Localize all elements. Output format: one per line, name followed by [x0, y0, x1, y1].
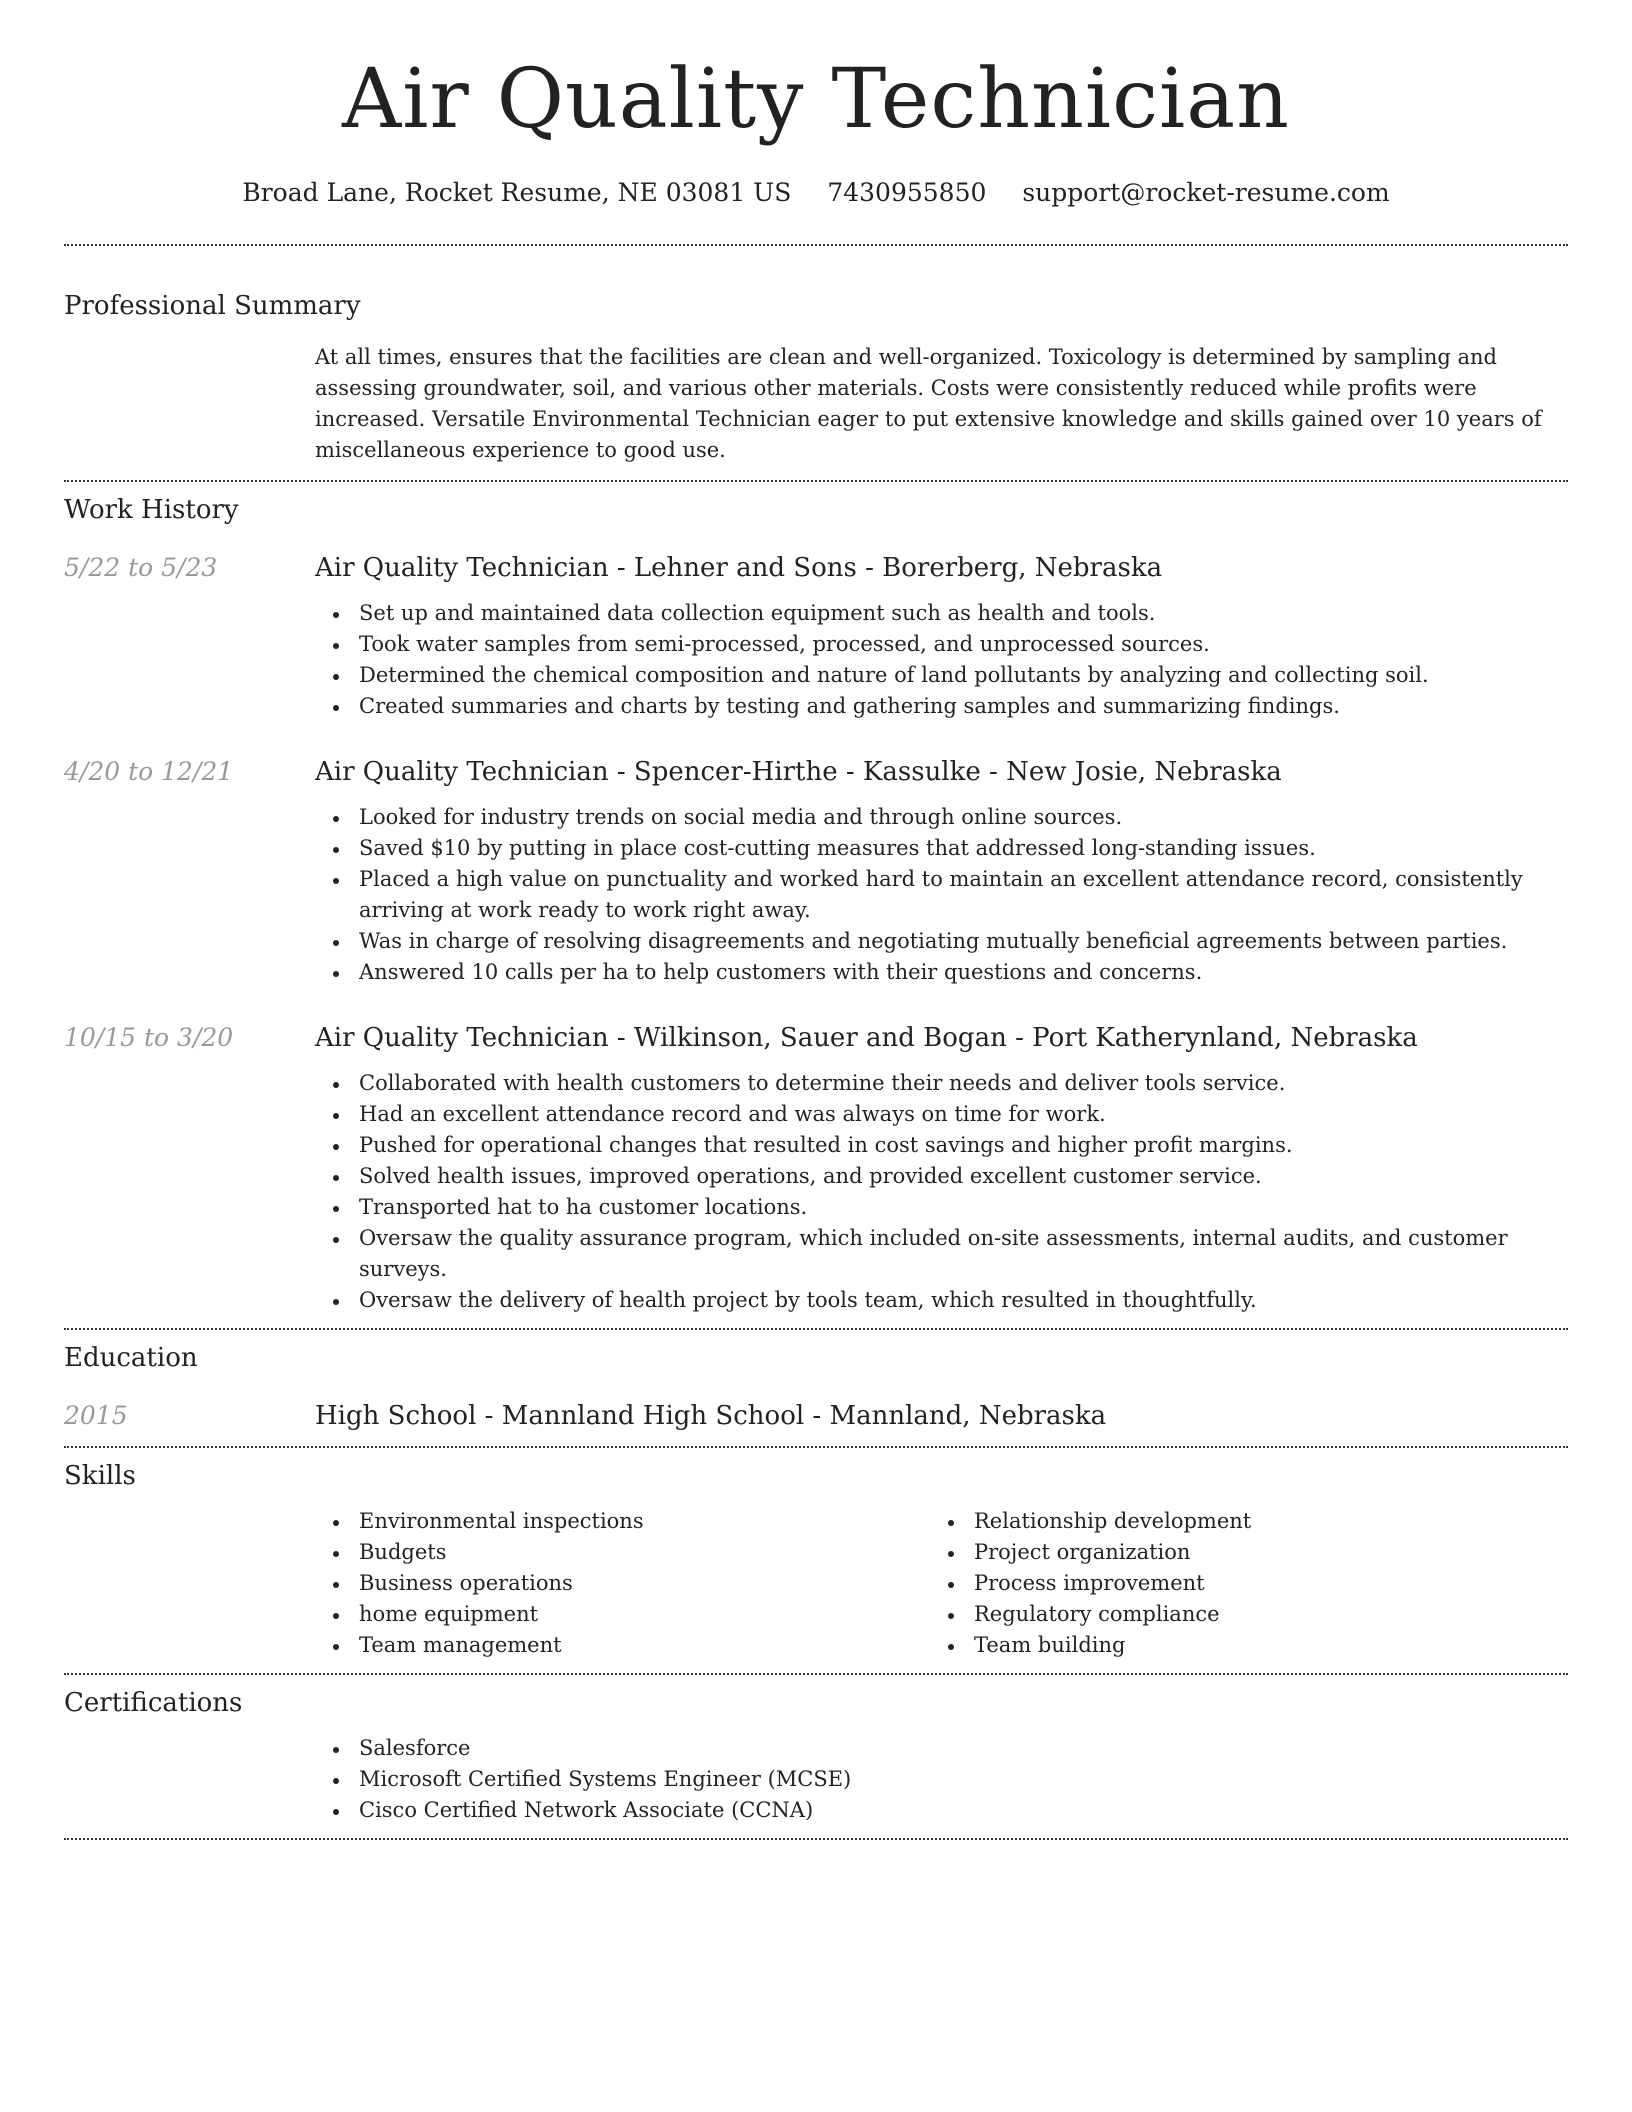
skill-item: Budgets — [315, 1537, 930, 1568]
divider — [64, 1328, 1568, 1330]
contact-phone: 7430955850 — [827, 178, 987, 207]
list-item: Saved $10 by putting in place cost-cutting measures that addressed long-standing issues. — [315, 833, 1568, 864]
certification-item: Microsoft Certified Systems Engineer (MCSE) — [315, 1764, 1568, 1795]
skill-item: Regulatory compliance — [930, 1599, 1545, 1630]
job-dates: 5/22 to 5/23 — [64, 553, 218, 582]
certification-item: Salesforce — [315, 1733, 1568, 1764]
list-item: Created summaries and charts by testing and gathering samples and summarizing findings. — [315, 691, 1568, 722]
job-bullets — [315, 598, 1568, 722]
divider — [64, 244, 1568, 246]
contact-email: support@rocket-resume.com — [1022, 178, 1390, 207]
list-item: Took water samples from semi-processed, processed, and unprocessed sources. — [315, 629, 1568, 660]
job-dates: 4/20 to 12/21 — [64, 757, 234, 786]
resume-page — [64, 0, 1568, 1840]
section-title-education: Education — [64, 1343, 198, 1373]
summary-text: At all times, ensures that the facilities are clean and well-organized. Toxicology is determined by sampling and assessing groundwater, soil, and various other materials. Costs were consistently reduced while profits were increased. Versatile Environmental Technician eager to put extensive knowledge and skills gained over 10 years of miscellaneous experience to good use. — [315, 345, 1542, 462]
list-item: Pushed for operational changes that resulted in cost savings and higher profit margins. — [315, 1130, 1568, 1161]
section-title-work-history: Work History — [64, 495, 239, 525]
job-title: Air Quality Technician - Lehner and Sons - Borerberg, Nebraska — [315, 553, 1163, 583]
skill-item: Process improvement — [930, 1568, 1545, 1599]
job-dates: 10/15 to 3/20 — [64, 1023, 234, 1052]
skill-item: Project organization — [930, 1537, 1545, 1568]
list-item: Looked for industry trends on social media and through online sources. — [315, 802, 1568, 833]
job-entry — [64, 552, 1568, 722]
section-title-skills: Skills — [64, 1461, 136, 1491]
skills-section — [64, 1460, 1568, 1661]
contact-line — [64, 178, 1568, 208]
list-item: Collaborated with health customers to determine their needs and deliver tools service. — [315, 1068, 1568, 1099]
education-year: 2015 — [64, 1401, 128, 1430]
list-item: Had an excellent attendance record and was always on time for work. — [315, 1099, 1568, 1130]
list-item: Solved health issues, improved operations, and provided excellent customer service. — [315, 1161, 1568, 1192]
divider — [64, 1673, 1568, 1675]
job-title: Air Quality Technician - Wilkinson, Sauer and Bogan - Port Katherynland, Nebraska — [315, 1023, 1418, 1053]
contact-address: Broad Lane, Rocket Resume, NE 03081 US — [242, 178, 792, 207]
skill-item: Business operations — [315, 1568, 930, 1599]
list-item: Placed a high value on punctuality and worked hard to maintain an excellent attendance record, consistently arriving at work ready to work right away. — [315, 864, 1568, 926]
work-history-section — [64, 494, 1568, 1316]
list-item: Oversaw the quality assurance program, which included on-site assessments, internal audits, and customer surveys. — [315, 1223, 1568, 1285]
candidate-name: Air Quality Technician — [342, 52, 1290, 147]
education-entry: High School - Mannland High School - Mannland, Nebraska — [315, 1401, 1107, 1431]
skill-item: Team building — [930, 1630, 1545, 1661]
skills-list-right — [930, 1506, 1545, 1661]
list-item: Answered 10 calls per ha to help customers with their questions and concerns. — [315, 957, 1568, 988]
divider — [64, 480, 1568, 482]
skill-item: home equipment — [315, 1599, 930, 1630]
job-bullets — [315, 1068, 1568, 1316]
list-item: Was in charge of resolving disagreements and negotiating mutually beneficial agreements between parties. — [315, 926, 1568, 957]
education-section — [64, 1342, 1568, 1432]
certifications-list — [315, 1733, 1568, 1826]
section-title-summary: Professional Summary — [64, 291, 361, 321]
list-item: Oversaw the delivery of health project by tools team, which resulted in thoughtfully. — [315, 1285, 1568, 1316]
job-entry — [64, 1022, 1568, 1316]
certification-item: Cisco Certified Network Associate (CCNA) — [315, 1795, 1568, 1826]
skills-spacer — [64, 1506, 315, 1661]
list-item: Transported hat to ha customer locations. — [315, 1192, 1568, 1223]
list-item: Set up and maintained data collection equipment such as health and tools. — [315, 598, 1568, 629]
skill-item: Relationship development — [930, 1506, 1545, 1537]
job-bullets — [315, 802, 1568, 988]
divider — [64, 1446, 1568, 1448]
skill-item: Environmental inspections — [315, 1506, 930, 1537]
list-item: Determined the chemical composition and nature of land pollutants by analyzing and collecting soil. — [315, 660, 1568, 691]
job-entry — [64, 756, 1568, 988]
section-title-certifications: Certifications — [64, 1688, 243, 1718]
summary-section — [64, 290, 1568, 466]
skills-list-left — [315, 1506, 930, 1661]
summary-spacer — [64, 342, 315, 466]
skill-item: Team management — [315, 1630, 930, 1661]
certifications-spacer — [64, 1733, 315, 1826]
job-title: Air Quality Technician - Spencer-Hirthe - Kassulke - New Josie, Nebraska — [315, 757, 1282, 787]
certifications-section — [64, 1687, 1568, 1826]
divider — [64, 1838, 1568, 1840]
